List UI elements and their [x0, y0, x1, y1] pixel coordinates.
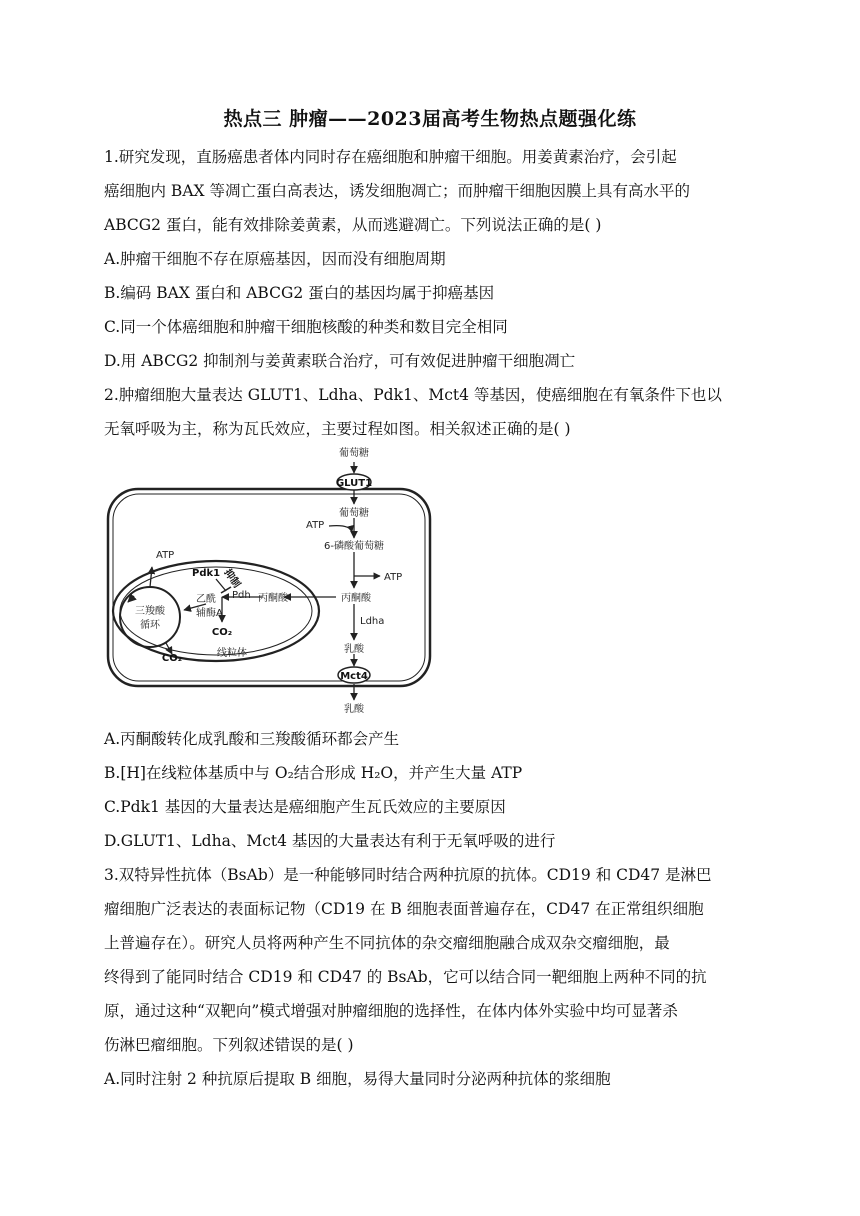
label-lactate-extracellular: 乳酸	[344, 704, 364, 715]
q3-stem-line-3: 上普遍存在）。研究人员将两种产生不同抗体的杂交瘤细胞融合成双杂交瘤细胞，最	[104, 934, 670, 952]
q3-stem-line-4: 终得到了能同时结合 CD19 和 CD47 的 BsAb，它可以结合同一靶细胞上两种不同的抗	[104, 968, 707, 986]
q3-stem-line-5: 原，通过这种“双靶向”模式增强对肿瘤细胞的选择性，在体内体外实验中均可显著杀	[104, 1002, 678, 1020]
q2-stem-line-2: 无氧呼吸为主，称为瓦氏效应，主要过程如图。相关叙述正确的是( )	[104, 420, 571, 438]
label-mitochondrion: 线粒体	[217, 648, 247, 659]
q3-option-a: A.同时注射 2 种抗原后提取 B 细胞，易得大量同时分泌两种抗体的浆细胞	[104, 1070, 611, 1088]
q1-stem-line-1: 1.研究发现，直肠癌患者体内同时存在癌细胞和肿瘤干细胞。用姜黄素治疗，会引起	[104, 148, 677, 166]
q1-stem-line-3: ABCG2 蛋白，能有效排除姜黄素，从而逃避凋亡。下列说法正确的是( )	[104, 216, 602, 234]
label-acetyl: 乙酰	[196, 594, 216, 605]
label-tca-line2: 循环	[140, 620, 160, 631]
label-co2-pdh: CO₂	[211, 627, 233, 638]
q1-stem-line-2: 癌细胞内 BAX 等凋亡蛋白高表达，诱发细胞凋亡；而肿瘤干细胞因膜上具有高水平的	[104, 182, 690, 200]
label-lactate-intracellular: 乳酸	[344, 644, 364, 655]
label-pdh: Pdh	[232, 590, 251, 601]
label-atp-glycolysis: ATP	[384, 572, 403, 583]
label-tca-line1: 三羧酸	[135, 606, 165, 617]
q2-option-a: A.丙酮酸转化成乳酸和三羧酸循环都会产生	[104, 730, 400, 748]
label-inhibit: 抑制	[221, 567, 243, 591]
label-coenzyme-a: 辅酶A	[196, 608, 223, 619]
q1-option-c: C.同一个体癌细胞和肿瘤干细胞核酸的种类和数目完全相同	[104, 318, 508, 336]
q1-option-d: D.用 ABCG2 抑制剂与姜黄素联合治疗，可有效促进肿瘤干细胞凋亡	[104, 352, 576, 370]
label-atp-mito: ATP	[156, 550, 175, 561]
label-glut1: GLUT1	[335, 478, 373, 489]
label-glucose-intracellular: 葡萄糖	[339, 508, 369, 519]
warburg-effect-diagram	[104, 444, 444, 719]
tca-cycle-ring	[120, 587, 180, 647]
q1-option-a: A.肿瘤干细胞不存在原癌基因，因而没有细胞周期	[104, 250, 446, 268]
q3-stem-line-2: 瘤细胞广泛表达的表面标记物（CD19 在 B 细胞表面普遍存在，CD47 在正常组织细胞	[104, 900, 704, 918]
q3-stem-line-6: 伤淋巴瘤细胞。下列叙述错误的是( )	[104, 1036, 354, 1054]
label-mct4: Mct4	[340, 671, 368, 682]
q2-stem-line-1: 2.肿瘤细胞大量表达 GLUT1、Ldha、Pdk1、Mct4 等基因，使癌细胞在有氧条件下也以	[104, 386, 722, 404]
label-ldha: Ldha	[360, 616, 385, 627]
label-atp-input: ATP	[306, 520, 325, 531]
label-glucose-6-phosphate: 6-磷酸葡萄糖	[324, 541, 384, 552]
label-pyruvate-mito: 丙酮酸	[258, 593, 288, 604]
label-pyruvate-cytosol: 丙酮酸	[341, 593, 371, 604]
label-glucose-extracellular: 葡萄糖	[339, 448, 369, 459]
q2-option-b: B.[H]在线粒体基质中与 O₂结合形成 H₂O，并产生大量 ATP	[104, 764, 523, 782]
q3-stem-line-1: 3.双特异性抗体（BsAb）是一种能够同时结合两种抗原的抗体。CD19 和 CD47 是淋巴	[104, 866, 712, 884]
q2-option-c: C.Pdk1 基因的大量表达是癌细胞产生瓦氏效应的主要原因	[104, 798, 506, 816]
label-co2-tca: CO₂	[161, 653, 183, 664]
q2-option-d: D.GLUT1、Ldha、Mct4 基因的大量表达有利于无氧呼吸的进行	[104, 832, 556, 850]
page-title: 热点三 肿瘤——2023届高考生物热点题强化练	[223, 108, 637, 130]
label-pdk1: Pdk1	[192, 568, 221, 579]
q1-option-b: B.编码 BAX 蛋白和 ABCG2 蛋白的基因均属于抑癌基因	[104, 284, 495, 302]
